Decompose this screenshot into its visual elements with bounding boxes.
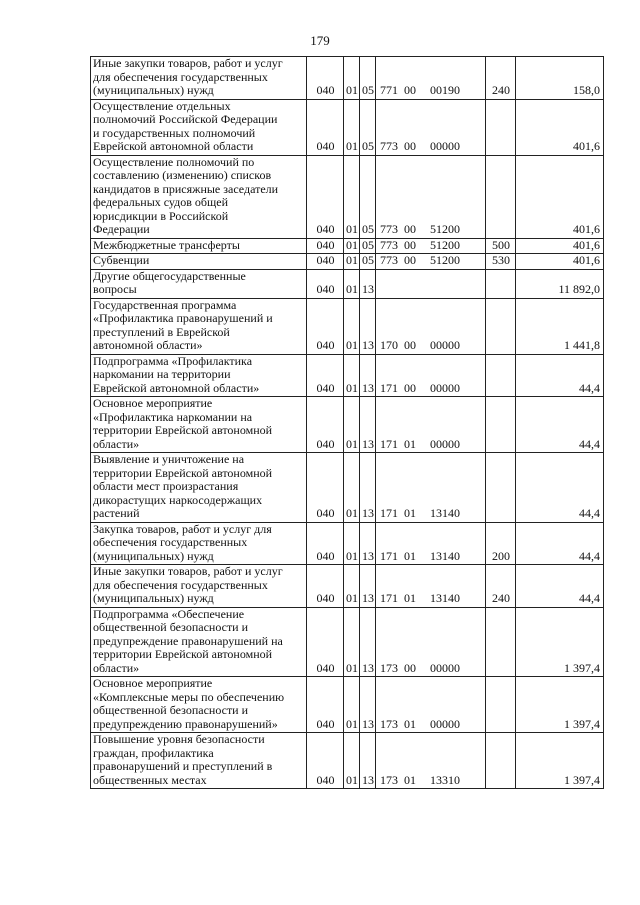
target-article-code <box>376 298 486 354</box>
target-article-event: 00 <box>404 139 416 153</box>
table-row <box>91 607 604 677</box>
target-article-direction: 13310 <box>430 772 460 787</box>
target-article-code <box>376 57 486 100</box>
amount: 44,4 <box>516 354 604 397</box>
row-name <box>91 298 307 354</box>
target-article-direction: 13140 <box>430 506 460 520</box>
row-name <box>91 57 307 100</box>
amount: 44,4 <box>516 397 604 453</box>
ministry-code: 040 <box>307 298 344 354</box>
row-name-line: (муниципальных) нужд <box>93 548 214 563</box>
amount: 401,6 <box>516 155 604 238</box>
ministry-code: 040 <box>307 269 344 298</box>
target-article-direction: 00000 <box>430 139 460 153</box>
expense-type-code <box>486 298 516 354</box>
row-name-line: Еврейской автономной области» <box>93 380 260 395</box>
row-name <box>91 397 307 453</box>
section-code: 01 <box>344 677 360 733</box>
target-article-program: 17 <box>380 338 392 352</box>
target-article-program: 77 <box>380 222 392 236</box>
expense-type-code: 530 <box>486 254 516 270</box>
subsection-code: 13 <box>360 298 376 354</box>
target-article-program: 77 <box>380 238 392 252</box>
table-row <box>91 57 604 100</box>
amount: 1 441,8 <box>516 298 604 354</box>
table-row <box>91 565 604 608</box>
ministry-code: 040 <box>307 254 344 270</box>
target-article-subprogram: 3 <box>392 660 398 675</box>
row-name-line: территории Еврейской автономной <box>93 423 273 437</box>
amount: 401,6 <box>516 238 604 254</box>
section-code: 01 <box>344 155 360 238</box>
target-article-code <box>376 733 486 789</box>
target-article-subprogram: 3 <box>392 238 398 252</box>
expense-type-code <box>486 607 516 677</box>
row-name-line: Подпрограмма «Обеспечение <box>93 607 245 621</box>
row-name-line: и государственных полномочий <box>93 125 256 140</box>
section-code: 01 <box>344 733 360 789</box>
table-row <box>91 298 604 354</box>
amount: 44,4 <box>516 522 604 565</box>
target-article-event: 00 <box>404 83 416 97</box>
section-code: 01 <box>344 565 360 608</box>
section-code: 01 <box>344 99 360 155</box>
row-name-line: Основное мероприятие <box>93 676 213 690</box>
target-article-code <box>376 155 486 238</box>
target-article-event: 01 <box>404 716 416 731</box>
amount: 1 397,4 <box>516 733 604 789</box>
target-article-code <box>376 677 486 733</box>
expense-type-code <box>486 453 516 523</box>
row-name-line: общественной безопасности и <box>93 703 249 717</box>
row-name-line: для обеспечения государственных <box>93 69 268 84</box>
row-name-line: граждан, профилактика <box>93 745 214 760</box>
row-name-line: Закупка товаров, работ и услуг для <box>93 522 272 536</box>
row-name-line: для обеспечения государственных <box>93 577 268 592</box>
row-name-line: «Профилактика наркомании на <box>93 409 253 424</box>
expense-type-code: 200 <box>486 522 516 565</box>
target-article-direction: 00190 <box>430 83 460 97</box>
target-article-program: 77 <box>380 253 392 267</box>
target-article-subprogram: 1 <box>392 436 398 451</box>
row-name <box>91 607 307 677</box>
target-article-subprogram: 1 <box>392 548 398 563</box>
amount: 44,4 <box>516 565 604 608</box>
row-name-line: общественных местах <box>93 772 207 787</box>
ministry-code: 040 <box>307 238 344 254</box>
row-name <box>91 238 307 254</box>
target-article-program: 17 <box>380 548 392 563</box>
target-article-direction: 00000 <box>430 380 460 395</box>
section-code: 01 <box>344 269 360 298</box>
target-article-direction: 51200 <box>430 238 460 252</box>
section-code: 01 <box>344 254 360 270</box>
amount: 401,6 <box>516 99 604 155</box>
subsection-code: 05 <box>360 57 376 100</box>
section-code: 01 <box>344 397 360 453</box>
subsection-code: 13 <box>360 565 376 608</box>
row-name-line: территории Еврейской автономной <box>93 465 273 480</box>
expense-type-code: 240 <box>486 565 516 608</box>
target-article-direction: 00000 <box>430 338 460 352</box>
target-article-subprogram: 3 <box>392 772 398 787</box>
target-article-direction: 51200 <box>430 222 460 236</box>
row-name-line: обеспечения государственных <box>93 535 248 549</box>
amount: 401,6 <box>516 254 604 270</box>
target-article-event: 00 <box>404 222 416 236</box>
table-row <box>91 397 604 453</box>
row-name-line: предупреждение правонарушений на <box>93 633 283 648</box>
expense-type-code: 500 <box>486 238 516 254</box>
row-name-line: предупреждению правонарушений» <box>93 716 278 731</box>
subsection-code: 05 <box>360 99 376 155</box>
row-name-line: полномочий Российской Федерации <box>93 112 278 126</box>
expense-type-code <box>486 99 516 155</box>
target-article-subprogram: 0 <box>392 338 398 352</box>
row-name-line: области» <box>93 660 140 675</box>
expense-type-code <box>486 677 516 733</box>
row-name-line: области» <box>93 436 140 451</box>
ministry-code: 040 <box>307 354 344 397</box>
page-number: 179 <box>310 33 330 48</box>
subsection-code: 13 <box>360 522 376 565</box>
target-article-code <box>376 269 486 298</box>
row-name-line: Осуществление полномочий по <box>93 155 255 169</box>
budget-table <box>90 56 604 789</box>
amount: 11 892,0 <box>516 269 604 298</box>
row-name-line: юрисдикции в Российской <box>93 208 229 223</box>
ministry-code: 040 <box>307 155 344 238</box>
row-name-line: Другие общегосударственные <box>93 269 246 283</box>
row-name-line: «Профилактика правонарушений и <box>93 311 273 325</box>
target-article-event: 01 <box>404 548 416 563</box>
target-article-code <box>376 99 486 155</box>
row-name-line: Осуществление отдельных <box>93 99 231 113</box>
row-name <box>91 733 307 789</box>
subsection-code: 05 <box>360 155 376 238</box>
ministry-code: 040 <box>307 565 344 608</box>
section-code: 01 <box>344 298 360 354</box>
expense-type-code <box>486 354 516 397</box>
expense-type-code <box>486 269 516 298</box>
row-name-line: Еврейской автономной области <box>93 139 254 153</box>
row-name-line: преступлений в Еврейской <box>93 324 230 339</box>
row-name-line: автономной области» <box>93 338 203 352</box>
row-name <box>91 565 307 608</box>
target-article-event: 00 <box>404 338 416 352</box>
table-row <box>91 453 604 523</box>
ministry-code: 040 <box>307 99 344 155</box>
subsection-code: 05 <box>360 254 376 270</box>
target-article-program: 17 <box>380 772 392 787</box>
ministry-code: 040 <box>307 677 344 733</box>
row-name-line: правонарушений и преступлений в <box>93 759 273 773</box>
section-code: 01 <box>344 238 360 254</box>
row-name-line: Государственная программа <box>93 298 237 312</box>
table-row <box>91 522 604 565</box>
row-name <box>91 155 307 238</box>
row-name <box>91 354 307 397</box>
target-article-program: 17 <box>380 506 392 520</box>
target-article-subprogram: 1 <box>392 591 398 605</box>
row-name-line: Повышение уровня безопасности <box>93 732 265 746</box>
section-code: 01 <box>344 453 360 523</box>
row-name-line: составлению (изменению) списков <box>93 168 272 182</box>
target-article-subprogram: 1 <box>392 380 398 395</box>
ministry-code: 040 <box>307 522 344 565</box>
target-article-event: 01 <box>404 772 416 787</box>
row-name-line: кандидатов в присяжные заседатели <box>93 181 279 196</box>
target-article-program: 17 <box>380 716 392 731</box>
target-article-program: 77 <box>380 83 392 97</box>
row-name-line: Субвенции <box>93 253 150 267</box>
target-article-subprogram: 1 <box>392 83 398 97</box>
section-code: 01 <box>344 57 360 100</box>
table-row <box>91 238 604 254</box>
row-name-line: Выявление и уничтожение на <box>93 452 245 466</box>
table-row <box>91 254 604 270</box>
row-name <box>91 453 307 523</box>
row-name-line: Подпрограмма «Профилактика <box>93 354 253 368</box>
amount: 1 397,4 <box>516 677 604 733</box>
target-article-direction: 13140 <box>430 591 460 605</box>
target-article-code <box>376 354 486 397</box>
target-article-direction: 00000 <box>430 716 460 731</box>
subsection-code: 13 <box>360 354 376 397</box>
ministry-code: 040 <box>307 397 344 453</box>
subsection-code: 13 <box>360 607 376 677</box>
target-article-subprogram: 3 <box>392 222 398 236</box>
amount: 44,4 <box>516 453 604 523</box>
target-article-event: 00 <box>404 238 416 252</box>
expense-type-code <box>486 397 516 453</box>
row-name-line: общественной безопасности и <box>93 620 249 634</box>
amount: 1 397,4 <box>516 607 604 677</box>
subsection-code: 13 <box>360 397 376 453</box>
target-article-event: 01 <box>404 506 416 520</box>
target-article-direction: 51200 <box>430 253 460 267</box>
target-article-program: 17 <box>380 660 392 675</box>
target-article-direction: 00000 <box>430 660 460 675</box>
section-code: 01 <box>344 607 360 677</box>
amount: 158,0 <box>516 57 604 100</box>
row-name <box>91 677 307 733</box>
table-row <box>91 99 604 155</box>
ministry-code: 040 <box>307 733 344 789</box>
row-name-line: наркомании на территории <box>93 367 231 381</box>
row-name-line: «Комплексные меры по обеспечению <box>93 689 285 704</box>
ministry-code: 040 <box>307 453 344 523</box>
table-row <box>91 733 604 789</box>
table-row <box>91 155 604 238</box>
target-article-code <box>376 453 486 523</box>
target-article-direction: 13140 <box>430 548 460 563</box>
target-article-program: 17 <box>380 591 392 605</box>
target-article-program: 17 <box>380 436 392 451</box>
row-name-line: Иные закупки товаров, работ и услуг <box>93 56 283 70</box>
ministry-code: 040 <box>307 607 344 677</box>
target-article-code <box>376 254 486 270</box>
row-name <box>91 254 307 270</box>
target-article-program: 77 <box>380 139 392 153</box>
table-row <box>91 269 604 298</box>
row-name-line: дикорастущих наркосодержащих <box>93 492 263 507</box>
subsection-code: 05 <box>360 238 376 254</box>
target-article-program: 17 <box>380 380 392 395</box>
row-name-line: Федерации <box>93 222 150 236</box>
target-article-event: 00 <box>404 660 416 675</box>
row-name <box>91 522 307 565</box>
target-article-subprogram: 3 <box>392 139 398 153</box>
subsection-code: 13 <box>360 733 376 789</box>
row-name-line: федеральных судов общей <box>93 195 229 209</box>
target-article-code <box>376 522 486 565</box>
row-name-line: области мест произрастания <box>93 479 239 493</box>
target-article-code <box>376 565 486 608</box>
ministry-code: 040 <box>307 57 344 100</box>
target-article-event: 00 <box>404 253 416 267</box>
table-row <box>91 354 604 397</box>
target-article-direction: 00000 <box>430 436 460 451</box>
row-name-line: Основное мероприятие <box>93 396 213 410</box>
row-name-line: территории Еврейской автономной <box>93 647 273 661</box>
target-article-code <box>376 607 486 677</box>
section-code: 01 <box>344 522 360 565</box>
subsection-code: 13 <box>360 269 376 298</box>
target-article-subprogram: 3 <box>392 716 398 731</box>
target-article-event: 01 <box>404 436 416 451</box>
table-row <box>91 677 604 733</box>
row-name-line: Межбюджетные трансферты <box>93 238 240 252</box>
section-code: 01 <box>344 354 360 397</box>
subsection-code: 13 <box>360 677 376 733</box>
expense-type-code: 240 <box>486 57 516 100</box>
row-name <box>91 269 307 298</box>
target-article-code <box>376 397 486 453</box>
row-name <box>91 99 307 155</box>
row-name-line: растений <box>93 506 140 520</box>
expense-type-code <box>486 155 516 238</box>
expense-type-code <box>486 733 516 789</box>
target-article-event: 01 <box>404 591 416 605</box>
target-article-event: 00 <box>404 380 416 395</box>
subsection-code: 13 <box>360 453 376 523</box>
target-article-code <box>376 238 486 254</box>
row-name-line: Иные закупки товаров, работ и услуг <box>93 564 283 578</box>
row-name-line: (муниципальных) нужд <box>93 591 214 605</box>
target-article-subprogram: 1 <box>392 506 398 520</box>
target-article-subprogram: 3 <box>392 253 398 267</box>
row-name-line: вопросы <box>93 282 137 296</box>
row-name-line: (муниципальных) нужд <box>93 83 214 97</box>
